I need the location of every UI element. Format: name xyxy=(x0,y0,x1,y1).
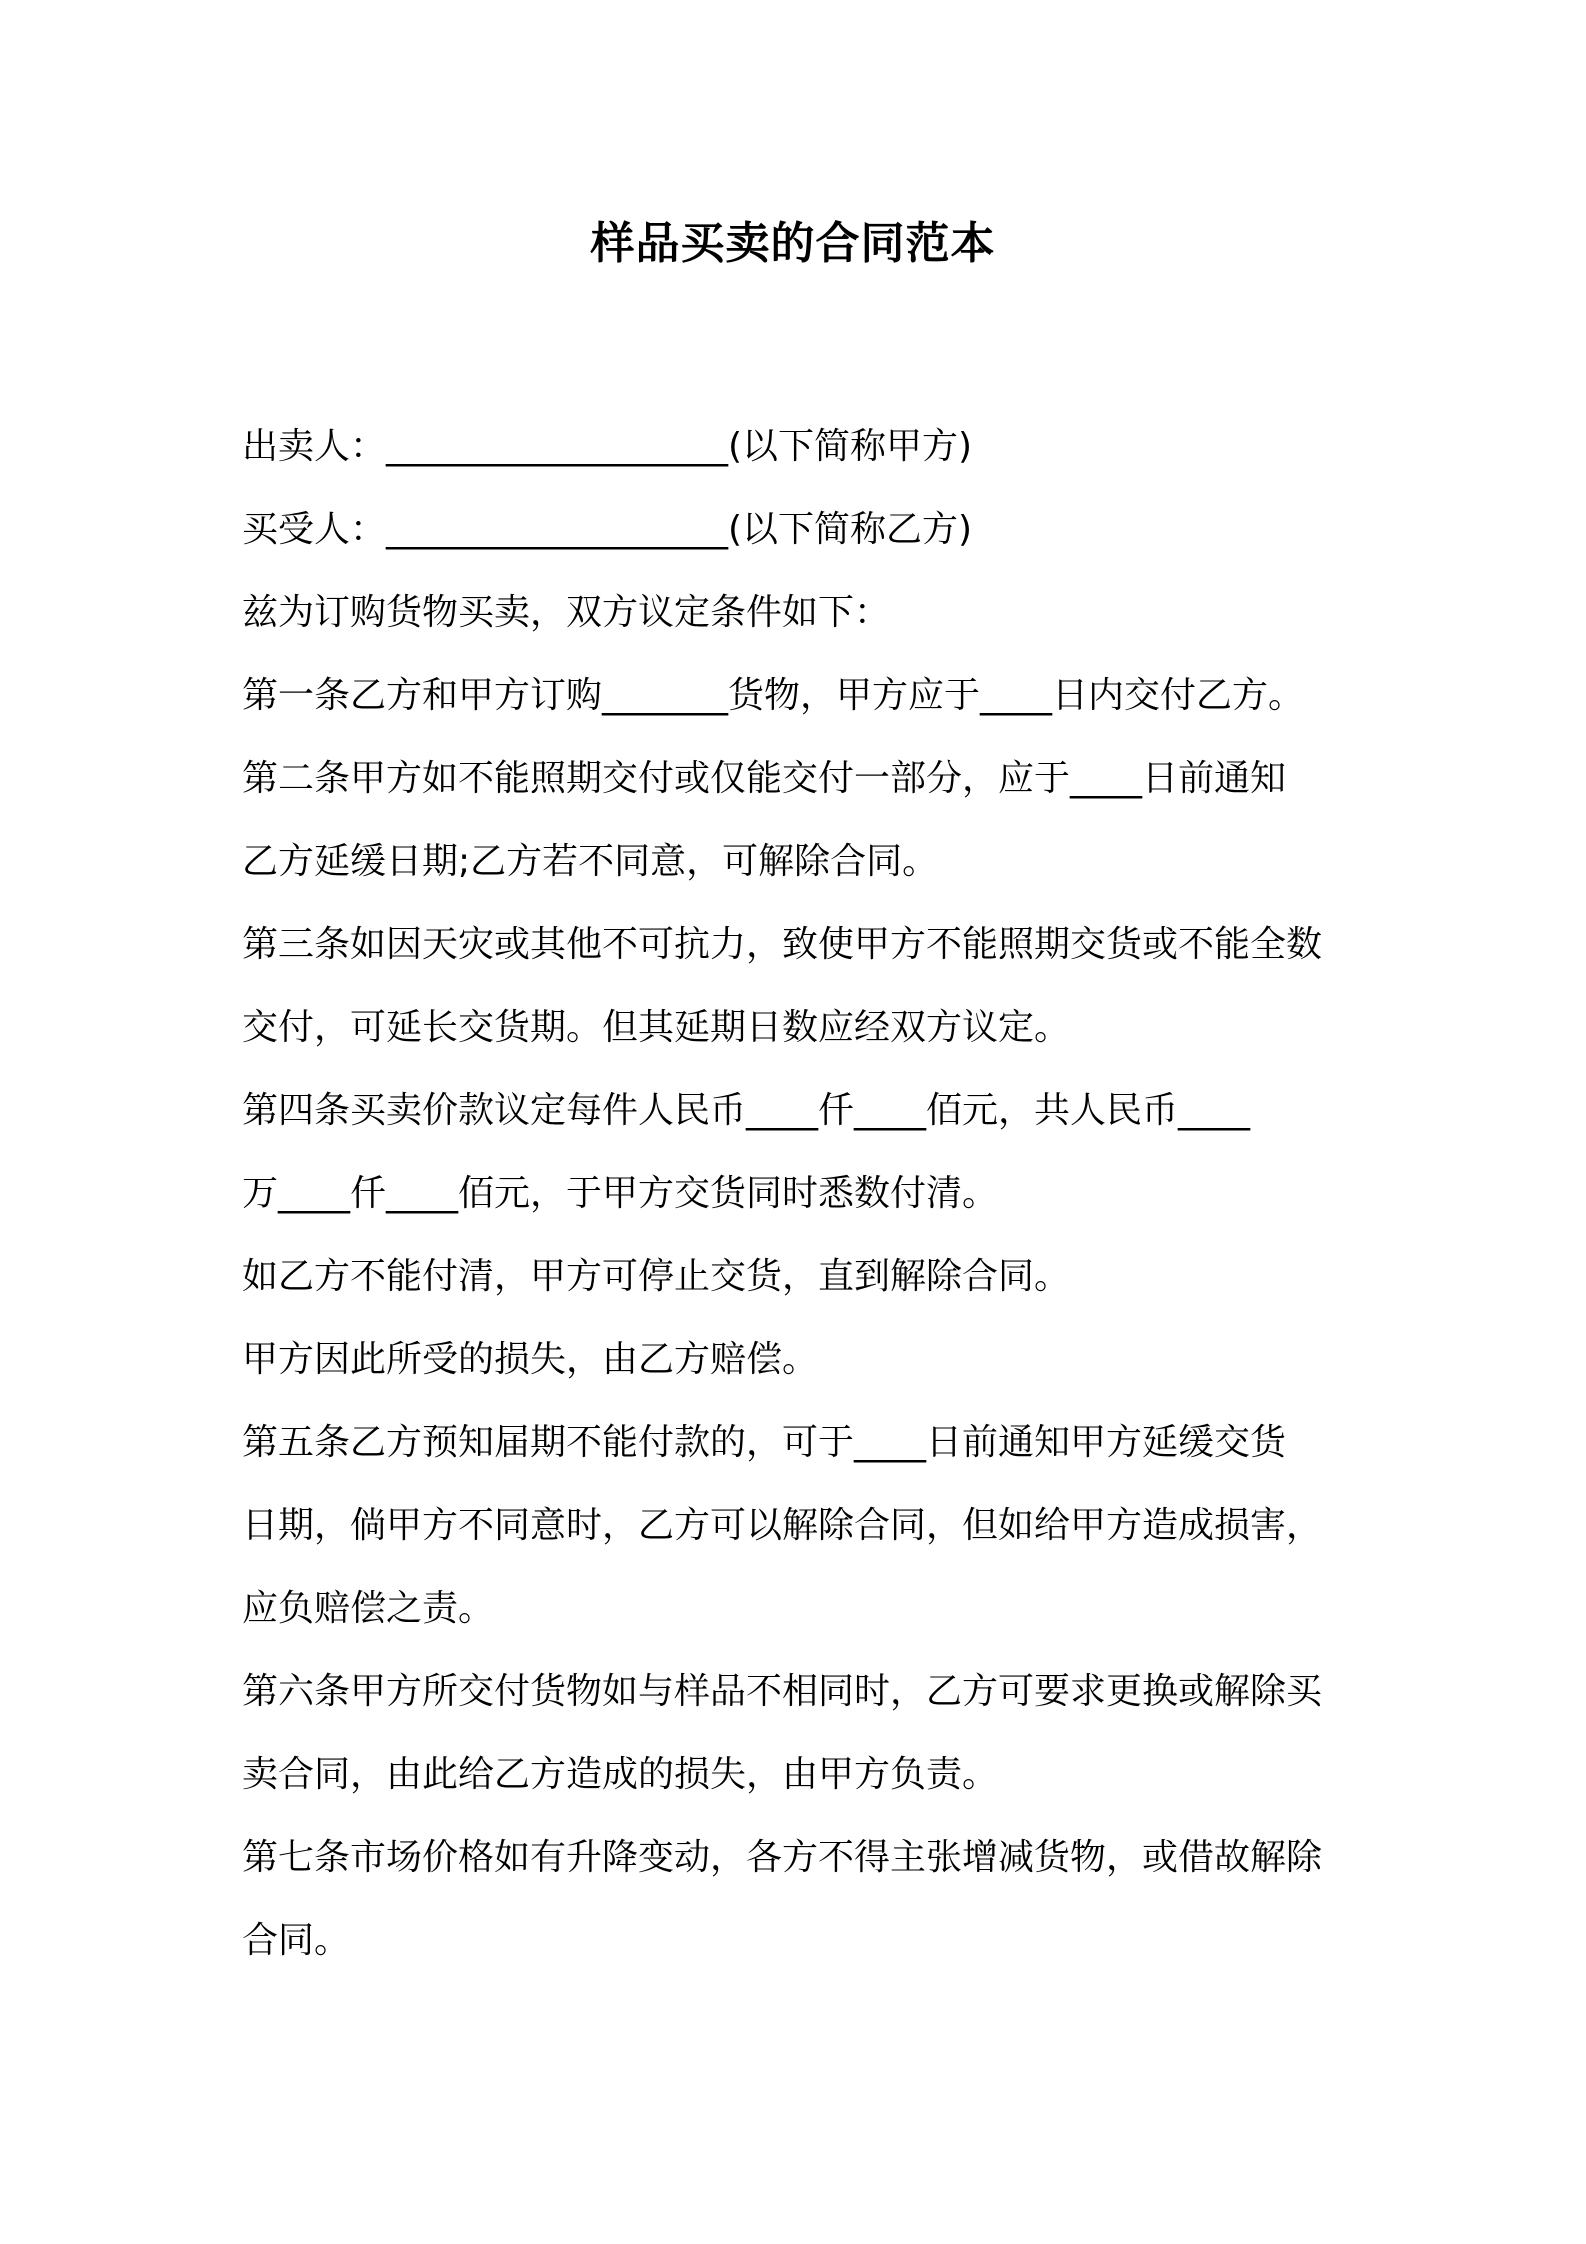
article-4-line-1: 第四条买卖价款议定每件人民币____仟____佰元，共人民币____ xyxy=(242,1090,1251,1131)
seller-line: 出卖人：___________________(以下简称甲方) xyxy=(242,426,973,467)
article-3-line-1: 第三条如因天灾或其他不可抗力，致使甲方不能照期交货或不能全数 xyxy=(242,924,1323,965)
buyer-line: 买受人：___________________(以下简称乙方) xyxy=(242,509,973,550)
article-2-line-2: 乙方延缓日期;乙方若不同意，可解除合同。 xyxy=(242,841,939,882)
article-3-line-2: 交付，可延长交货期。但其延期日数应经双方议定。 xyxy=(242,1007,1071,1048)
article-7-line-2: 合同。 xyxy=(242,1920,351,1961)
article-1-line: 第一条乙方和甲方订购_______货物，甲方应于____日内交付乙方。 xyxy=(242,675,1305,716)
article-4-line-3: 如乙方不能付清，甲方可停止交货，直到解除合同。 xyxy=(242,1256,1071,1297)
article-2-line-1: 第二条甲方如不能照期交付或仅能交付一部分，应于____日前通知 xyxy=(242,758,1287,799)
article-5-line-1: 第五条乙方预知届期不能付款的，可于____日前通知甲方延缓交货 xyxy=(242,1422,1287,1463)
article-4-line-4: 甲方因此所受的损失，由乙方赔偿。 xyxy=(242,1339,819,1380)
article-4-line-2: 万____仟____佰元，于甲方交货同时悉数付清。 xyxy=(242,1173,999,1214)
article-7-line-1: 第七条市场价格如有升降变动，各方不得主张增减货物，或借故解除 xyxy=(242,1837,1323,1878)
article-5-line-2: 日期，倘甲方不同意时，乙方可以解除合同，但如给甲方造成损害， xyxy=(242,1505,1323,1546)
article-5-line-3: 应负赔偿之责。 xyxy=(242,1588,495,1629)
article-6-line-1: 第六条甲方所交付货物如与样品不相同时，乙方可要求更换或解除买 xyxy=(242,1671,1323,1712)
preamble-line: 兹为订购货物买卖，双方议定条件如下： xyxy=(242,592,891,633)
article-6-line-2: 卖合同，由此给乙方造成的损失，由甲方负责。 xyxy=(242,1754,999,1795)
document-title: 样品买卖的合同范本 xyxy=(590,218,996,269)
contract-body xyxy=(242,405,1362,1982)
